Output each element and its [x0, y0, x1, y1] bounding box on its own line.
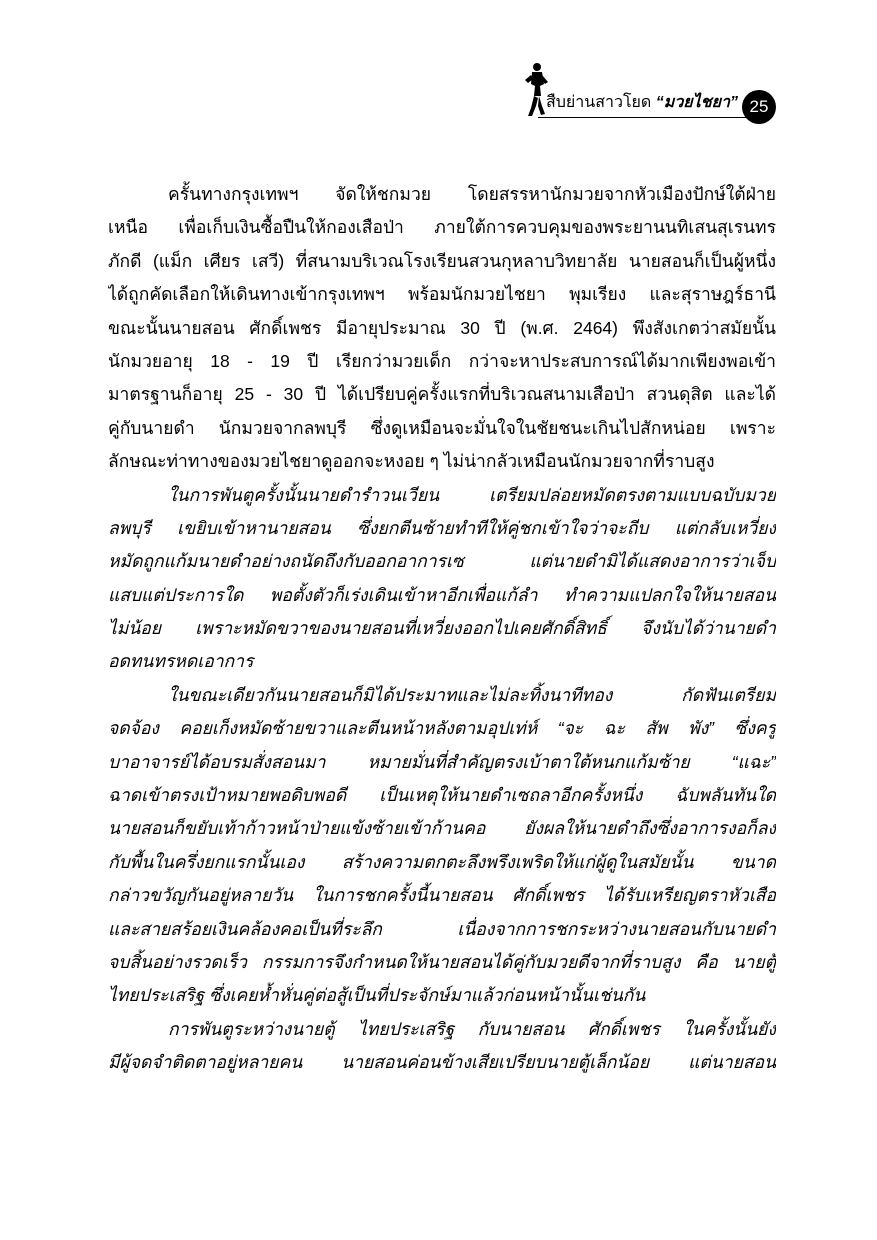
paragraph-2-line: ลพบุรี เขยิบเข้าหานายสอน ซึ่งยกตีนซ้ายทำทีให้คู่ชกเข้าใจว่าจะถีบ แต่กลับเหวี่ยง: [108, 517, 776, 538]
body-text: [108, 178, 776, 1080]
paragraph-1-line: เหนือ เพื่อเก็บเงินซื้อปืนให้กองเสือป่า ภายใต้การควบคุมของพระยานนทิเสนสุเรนทร: [108, 217, 776, 238]
paragraph-1-line: ลักษณะท่าทางของมวยไชยาดูออกจะหงอย ๆ ไม่น่ากลัวเหมือนนักมวยจากที่ราบสูง: [108, 451, 715, 472]
paragraph-1-line: ได้ถูกคัดเลือกให้เดินทางเข้ากรุงเทพฯ พร้อมนักมวยไชยา พุมเรียง และสุราษฎร์ธานี: [108, 284, 776, 305]
paragraph-3-line: ในขณะเดียวกันนายสอนก็มิได้ประมาทและไม่ละทิ้งนาทีทอง กัดฟันเตรียม: [168, 684, 776, 705]
header-rule: [538, 117, 760, 118]
paragraph-1-line: ขณะนั้นนายสอน ศักดิ์เพชร มีอายุประมาณ 30 ปี (พ.ศ. 2464) พึงสังเกตว่าสมัยนั้น: [108, 317, 776, 338]
paragraph-3-line: และสายสร้อยเงินคล้องคอเป็นที่ระลึก เนื่องจากการชกระหว่างนายสอนกับนายดำ: [108, 918, 776, 939]
paragraph-1-line: มาตรฐานก็อายุ 25 - 30 ปี ได้เปรียบคู่ครั้งแรกที่บริเวณสนามเสือป่า สวนดุสิต และได้: [108, 384, 776, 405]
paragraph-3-line: กับพื้นในครึ่งยกแรกนั้นเอง สร้างความตกตะลึงพรึงเพริดให้แก่ผู้ดูในสมัยนั้น ขนาด: [108, 851, 776, 872]
paragraph-2-line: หมัดถูกแก้มนายดำอย่างถนัดถึงกับออกอาการเซ แต่นายดำมิได้แสดงอาการว่าเจ็บ: [108, 551, 776, 572]
paragraph-3-line: ไทยประเสริฐ ซึ่งเคยห้ำหั่นคู่ต่อสู้เป็นที่ประจักษ์มาแล้วก่อนหน้านั้นเช่นกัน: [108, 985, 646, 1006]
paragraph-3-line: บาอาจารย์ได้อบรมสั่งสอนมา หมายมั่นที่สำคัญตรงเบ้าตาใต้หนกแก้มซ้าย “แฉะ”: [108, 751, 776, 772]
paragraph-1-line: คู่กับนายดำ นักมวยจากลพบุรี ซึ่งดูเหมือนจะมั่นใจในชัยชนะเกินไปสักหน่อย เพราะ: [108, 417, 776, 438]
paragraph-1-line: ครั้นทางกรุงเทพฯ จัดให้ชกมวย โดยสรรหานักมวยจากหัวเมืองปักษ์ใต้ฝ่าย: [168, 184, 776, 204]
paragraph-3-line: นายสอนก็ขยับเท้าก้าวหน้าป่ายแข้งซ้ายเข้าก้านคอ ยังผลให้นายดำถึงซึ่งอาการงอก็ลง: [108, 818, 776, 839]
header-title: [546, 93, 746, 113]
running-header: [520, 62, 780, 124]
paragraph-2-line: ไม่น้อย เพราะหมัดขวาของนายสอนที่เหวี่ยงออกไปเคยศักดิ์สิทธิ์ จึงนับได้ว่านายดำ: [108, 618, 776, 639]
paragraph-3-line: ฉาดเข้าตรงเป้าหมายพอดิบพอดี เป็นเหตุให้นายดำเซถลาอีกครั้งหนึ่ง ฉับพลันทันใด: [108, 785, 776, 806]
paragraph-4-line: มีผู้จดจำติดตาอยู่หลายคน นายสอนค่อนข้างเสียเปรียบนายตู้เล็กน้อย แต่นายสอน: [108, 1052, 776, 1073]
paragraph-3-line: จบสิ้นอย่างรวดเร็ว กรรมการจึงกำหนดให้นายสอนได้คู่กับมวยดีจากที่ราบสูง คือ นายตู้: [108, 951, 776, 972]
header-title-emphasis: “มวยไชยา”: [655, 94, 738, 111]
paragraph-1-line: ภักดี (แม็ก เศียร เสวี) ที่สนามบริเวณโรงเรียนสวนกุหลาบวิทยาลัย นายสอนก็เป็นผู้หนึ่ง: [108, 250, 776, 271]
header-title-main: สืบย่านสาวโยด: [546, 94, 652, 111]
paragraph-1-line: นักมวยอายุ 18 - 19 ปี เรียกว่ามวยเด็ก กว่าจะหาประสบการณ์ได้มากเพียงพอเข้า: [108, 350, 776, 371]
paragraph-2-line: อดทนทรหดเอาการ: [108, 651, 254, 672]
paragraph-3-line: กล่าวขวัญกันอยู่หลายวัน ในการชกครั้งนี้นายสอน ศักดิ์เพชร ได้รับเหรียญตราหัวเสือ: [108, 885, 776, 906]
paragraph-2-line: ในการพันตูครั้งนั้นนายดำรำวนเวียน เตรียมปล่อยหมัดตรงตามแบบฉบับมวย: [168, 484, 776, 505]
page-number: 25: [742, 90, 776, 124]
paragraph-4-line: การพันตูระหว่างนายตู้ ไทยประเสริฐ กับนายสอน ศักดิ์เพชร ในครั้งนั้นยัง: [168, 1018, 776, 1039]
paragraph-2-line: แสบแต่ประการใด พอตั้งตัวก็เร่งเดินเข้าหาอีกเพื่อแก้ลำ ทำความแปลกใจให้นายสอน: [108, 584, 776, 605]
paragraph-3-line: จดจ้อง คอยเก็งหมัดซ้ายขวาและตีนหน้าหลังตามอุปเท่ห์ “จะ ฉะ สัพ พัง” ซึ่งครู: [108, 718, 776, 739]
